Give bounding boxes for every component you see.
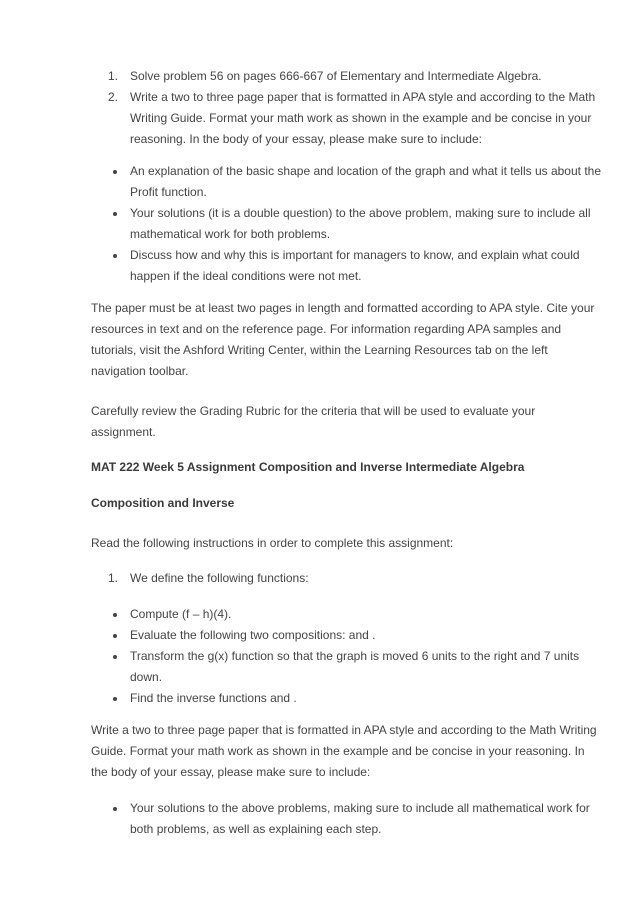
paragraph-line: The paper must be at least two pages in length and formatted according to APA style. Cite your bbox=[91, 301, 595, 315]
paragraph-line: assignment. bbox=[91, 425, 156, 439]
bullet-text: Find the inverse functions and . bbox=[130, 691, 297, 705]
list-item-text: Write a two to three page paper that is formatted in APA style and according to the Math bbox=[130, 90, 596, 104]
paragraph-line: Read the following instructions in order to complete this assignment: bbox=[91, 536, 454, 550]
list-item-text: Solve problem 56 on pages 666-667 of Elementary and Intermediate Algebra. bbox=[130, 69, 542, 83]
paragraph-line: Write a two to three page paper that is formatted in APA style and according to the Math Writing bbox=[91, 723, 597, 737]
bullet-text: Discuss how and why this is important for managers to know, and explain what could bbox=[130, 248, 580, 262]
list-number: 1. bbox=[108, 571, 119, 585]
list-item-text: reasoning. In the body of your essay, please make sure to include: bbox=[130, 132, 482, 146]
list-number: 2. bbox=[108, 90, 119, 104]
bullet-icon bbox=[113, 254, 117, 258]
paragraph-line: tutorials, visit the Ashford Writing Center, within the Learning Resources tab on the left bbox=[91, 343, 548, 357]
bullet-text: Evaluate the following two compositions: and . bbox=[130, 628, 376, 642]
paragraph-line: the body of your essay, please make sure to include: bbox=[91, 765, 371, 779]
paragraph-line: Carefully review the Grading Rubric for the criteria that will be used to evaluate your bbox=[91, 404, 536, 418]
bullet-icon bbox=[113, 613, 117, 617]
bullet-text: Compute (f – h)(4). bbox=[130, 607, 232, 621]
bullet-text: both problems, as well as explaining each step. bbox=[130, 822, 382, 836]
paragraph-line: navigation toolbar. bbox=[91, 364, 189, 378]
section-heading: MAT 222 Week 5 Assignment Composition and Inverse Intermediate Algebra bbox=[91, 460, 525, 474]
bullet-icon bbox=[113, 634, 117, 638]
paragraph-line: resources in text and on the reference page. For information regarding APA samples and bbox=[91, 322, 562, 336]
list-item-text: Writing Guide. Format your math work as shown in the example and be concise in your bbox=[130, 111, 592, 125]
bullet-text: Profit function. bbox=[130, 185, 207, 199]
bullet-icon bbox=[113, 212, 117, 216]
bullet-text: mathematical work for both problems. bbox=[130, 227, 331, 241]
bullet-text: Your solutions (it is a double question) to the above problem, making sure to include all bbox=[130, 206, 591, 220]
paragraph-line: Guide. Format your math work as shown in the example and be concise in your reasoning. In bbox=[91, 744, 585, 758]
bullet-text: Transform the g(x) function so that the graph is moved 6 units to the right and 7 units bbox=[130, 649, 580, 663]
bullet-icon bbox=[113, 807, 117, 811]
section-heading: Composition and Inverse bbox=[91, 496, 235, 510]
bullet-icon bbox=[113, 655, 117, 659]
bullet-text: down. bbox=[130, 670, 163, 684]
list-number: 1. bbox=[108, 69, 119, 83]
bullet-text: happen if the ideal conditions were not met. bbox=[130, 269, 362, 283]
bullet-text: Your solutions to the above problems, making sure to include all mathematical work for bbox=[130, 801, 590, 815]
list-item-text: We define the following functions: bbox=[130, 571, 309, 585]
bullet-icon bbox=[113, 697, 117, 701]
bullet-text: An explanation of the basic shape and location of the graph and what it tells us about the bbox=[130, 164, 601, 178]
bullet-icon bbox=[113, 170, 117, 174]
